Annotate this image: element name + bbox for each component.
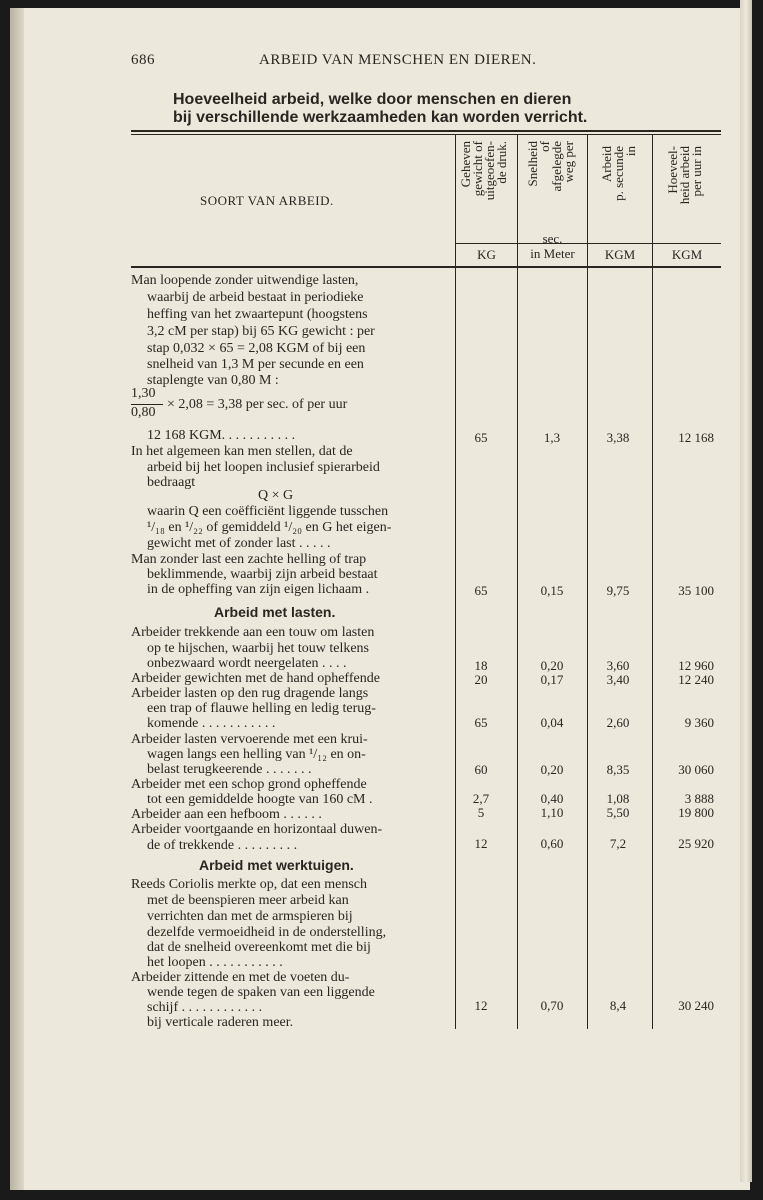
text-line: 12 168 KGM. . . . . . . . . . . bbox=[147, 428, 296, 443]
header-bottom-rule bbox=[131, 266, 721, 268]
text-line: met de beenspieren meer arbeid kan bbox=[147, 893, 349, 908]
text-line: beklimmende, waarbij zijn arbeid bestaat bbox=[147, 567, 378, 582]
text-line: waarbij de arbeid bestaat in periodieke bbox=[147, 290, 364, 305]
cell-kg: 60 bbox=[474, 762, 488, 777]
table-title-line-2: bij verschillende werkzaamheden kan worden verricht. bbox=[173, 109, 588, 126]
column-header-arbeid-sec: Arbeid p. secunde in bbox=[599, 146, 638, 201]
cell-kgm-uur: 12 240 bbox=[678, 672, 714, 687]
text-line: op te hijschen, waarbij het touw telkens bbox=[147, 641, 369, 656]
text-line: Arbeider lasten vervoerende met een krui- bbox=[131, 732, 368, 747]
text-line: stap 0,032 × 65 = 2,08 KGM of bij een bbox=[147, 341, 366, 356]
unit-kgm-uur: KGM bbox=[671, 247, 703, 262]
text-line: 3,2 cM per stap) bij 65 KG gewicht : per bbox=[147, 324, 375, 339]
text-line: tot een gemiddelde hoogte van 160 cM . bbox=[147, 792, 373, 807]
cell-kgm-uur: 3 888 bbox=[684, 791, 714, 806]
cell-kgm-sec: 3,40 bbox=[606, 672, 630, 687]
cell-kgm-uur: 35 100 bbox=[678, 583, 714, 598]
cell-snelheid: 1,10 bbox=[540, 805, 564, 820]
text-line: heffing van het zwaartepunt (hoogstens bbox=[147, 307, 368, 322]
table-top-rule-thin bbox=[131, 134, 721, 135]
text-line: Arbeider zittende en met de voeten du- bbox=[131, 970, 350, 985]
fraction-expression: × 2,08 = 3,38 per sec. of per uur bbox=[167, 397, 348, 412]
page-number: 686 bbox=[131, 52, 155, 68]
cell-kgm-sec: 2,60 bbox=[606, 715, 630, 730]
unit-kgm-sec: KGM bbox=[604, 247, 636, 262]
text-line: de of trekkende . . . . . . . . . bbox=[147, 838, 298, 853]
table-top-rule bbox=[131, 130, 721, 132]
cell-kgm-uur: 12 960 bbox=[678, 658, 714, 673]
text-line: het loopen . . . . . . . . . . . bbox=[147, 955, 283, 970]
cell-kg: 18 bbox=[474, 658, 488, 673]
text-line: Arbeider lasten op den rug dragende langs bbox=[131, 686, 369, 701]
column-divider-3 bbox=[587, 134, 588, 1029]
section-heading-lasten: Arbeid met lasten. bbox=[214, 604, 336, 620]
unit-kg: KG bbox=[477, 247, 496, 262]
cell-kg: 65 bbox=[474, 715, 488, 730]
text-line: dezelfde vermoeidheid in de onderstelling, bbox=[147, 925, 387, 940]
cell-kgm-sec: 3,38 bbox=[606, 430, 630, 445]
text-line: Man loopende zonder uitwendige lasten, bbox=[131, 273, 359, 288]
column-divider-4 bbox=[652, 134, 653, 1029]
cell-kgm-sec: 9,75 bbox=[606, 583, 630, 598]
column-header-gewicht: Geheven gewicht of uitgeoefen- de druk. bbox=[458, 141, 509, 201]
cell-snelheid: 0,60 bbox=[540, 836, 564, 851]
text-line: snelheid van 1,3 M per secunde en een bbox=[147, 357, 364, 372]
text-line: staplengte van 0,80 M : bbox=[147, 373, 279, 388]
cell-kgm-sec: 3,60 bbox=[606, 658, 630, 673]
cell-snelheid: 0,70 bbox=[540, 998, 564, 1013]
text-line: een trap of flauwe helling en ledig terug- bbox=[147, 701, 376, 716]
text-line: arbeid bij het loopen inclusief spierarbeid bbox=[147, 460, 380, 475]
text-line: Reeds Coriolis merkte op, dat een mensch bbox=[131, 877, 367, 892]
text-line: Arbeider trekkende aan een touw om lasten bbox=[131, 625, 375, 640]
unit-sec: sec. bbox=[542, 231, 563, 246]
column-divider-2 bbox=[517, 134, 518, 1029]
page-spine bbox=[10, 8, 24, 1190]
text-line: Arbeider aan een hefboom . . . . . . bbox=[131, 807, 322, 822]
text-line: onbezwaard wordt neergelaten . . . . bbox=[147, 656, 347, 671]
cell-kg: 2,7 bbox=[472, 791, 490, 806]
text-line: belast terugkeerende . . . . . . . bbox=[147, 762, 312, 777]
cell-snelheid: 0,40 bbox=[540, 791, 564, 806]
cell-kg: 65 bbox=[474, 430, 488, 445]
formula: Q × G bbox=[258, 488, 294, 503]
cell-kgm-uur: 9 360 bbox=[684, 715, 714, 730]
page-edge bbox=[740, 0, 752, 1182]
cell-snelheid: 1,3 bbox=[543, 430, 561, 445]
running-title: ARBEID VAN MENSCHEN EN DIEREN. bbox=[259, 52, 537, 68]
table-title-line-1: Hoeveelheid arbeid, welke door menschen en dieren bbox=[173, 91, 572, 108]
column-divider-1 bbox=[455, 134, 456, 1029]
cell-snelheid: 0,20 bbox=[540, 762, 564, 777]
cell-snelheid: 0,15 bbox=[540, 583, 564, 598]
cell-kg: 65 bbox=[474, 583, 488, 598]
column-header-snelheid: Snelheid of afgelegde weg per bbox=[525, 141, 576, 192]
text-line: wende tegen de spaken van een liggende bbox=[147, 985, 375, 1000]
text-line: bij verticale raderen meer. bbox=[147, 1015, 294, 1030]
text-line: Arbeider voortgaande en horizontaal duwen- bbox=[131, 822, 383, 837]
text-line: ¹/₁₈ en ¹/₂₂ of gemiddeld ¹/₂₀ en G het eigen- bbox=[147, 520, 392, 535]
cell-kgm-sec: 7,2 bbox=[609, 836, 627, 851]
text-line: bedraagt bbox=[147, 475, 196, 490]
cell-snelheid: 0,17 bbox=[540, 672, 564, 687]
cell-kg: 12 bbox=[474, 836, 488, 851]
text-line: dat de snelheid overeenkomt met die bij bbox=[147, 940, 371, 955]
cell-kgm-uur: 25 920 bbox=[678, 836, 714, 851]
cell-kgm-sec: 1,08 bbox=[606, 791, 630, 806]
text-line: Arbeider met een schop grond opheffende bbox=[131, 777, 367, 792]
cell-kgm-uur: 30 060 bbox=[678, 762, 714, 777]
text-line: Man zonder last een zachte helling of trap bbox=[131, 552, 367, 567]
text-line: komende . . . . . . . . . . . bbox=[147, 716, 276, 731]
cell-kgm-uur: 19 800 bbox=[678, 805, 714, 820]
text-line: gewicht met of zonder last . . . . . bbox=[147, 536, 331, 551]
cell-kgm-sec: 8,35 bbox=[606, 762, 630, 777]
column-header-arbeid-uur: Hoeveel- heid arbeid per uur in bbox=[665, 146, 704, 205]
cell-kg: 20 bbox=[474, 672, 488, 687]
cell-kg: 12 bbox=[474, 998, 488, 1013]
text-line: in de opheffing van zijn eigen lichaam . bbox=[147, 582, 370, 597]
cell-kgm-sec: 5,50 bbox=[606, 805, 630, 820]
cell-kgm-uur: 30 240 bbox=[678, 998, 714, 1013]
text-line: Arbeider gewichten met de hand opheffende bbox=[131, 671, 380, 686]
unit-meter: in Meter bbox=[530, 246, 575, 261]
text-line: schijf . . . . . . . . . . . . bbox=[147, 1000, 263, 1015]
section-heading-werktuigen: Arbeid met werktuigen. bbox=[199, 857, 354, 873]
fraction-numerator: 1,30 bbox=[131, 386, 156, 401]
text-line: wagen langs een helling van ¹/₁₂ en on- bbox=[147, 747, 366, 762]
text-line: verrichten dan met de armspieren bij bbox=[147, 909, 353, 924]
text-line: In het algemeen kan men stellen, dat de bbox=[131, 444, 353, 459]
row-header-label: SOORT VAN ARBEID. bbox=[200, 193, 334, 208]
cell-kg: 5 bbox=[477, 805, 485, 820]
cell-kgm-uur: 12 168 bbox=[678, 430, 714, 445]
fraction-denominator: 0,80 bbox=[131, 405, 156, 420]
cell-snelheid: 0,04 bbox=[540, 715, 564, 730]
cell-kgm-sec: 8,4 bbox=[609, 998, 627, 1013]
text-line: waarin Q een coëfficiënt liggende tusschen bbox=[147, 504, 389, 519]
cell-snelheid: 0,20 bbox=[540, 658, 564, 673]
